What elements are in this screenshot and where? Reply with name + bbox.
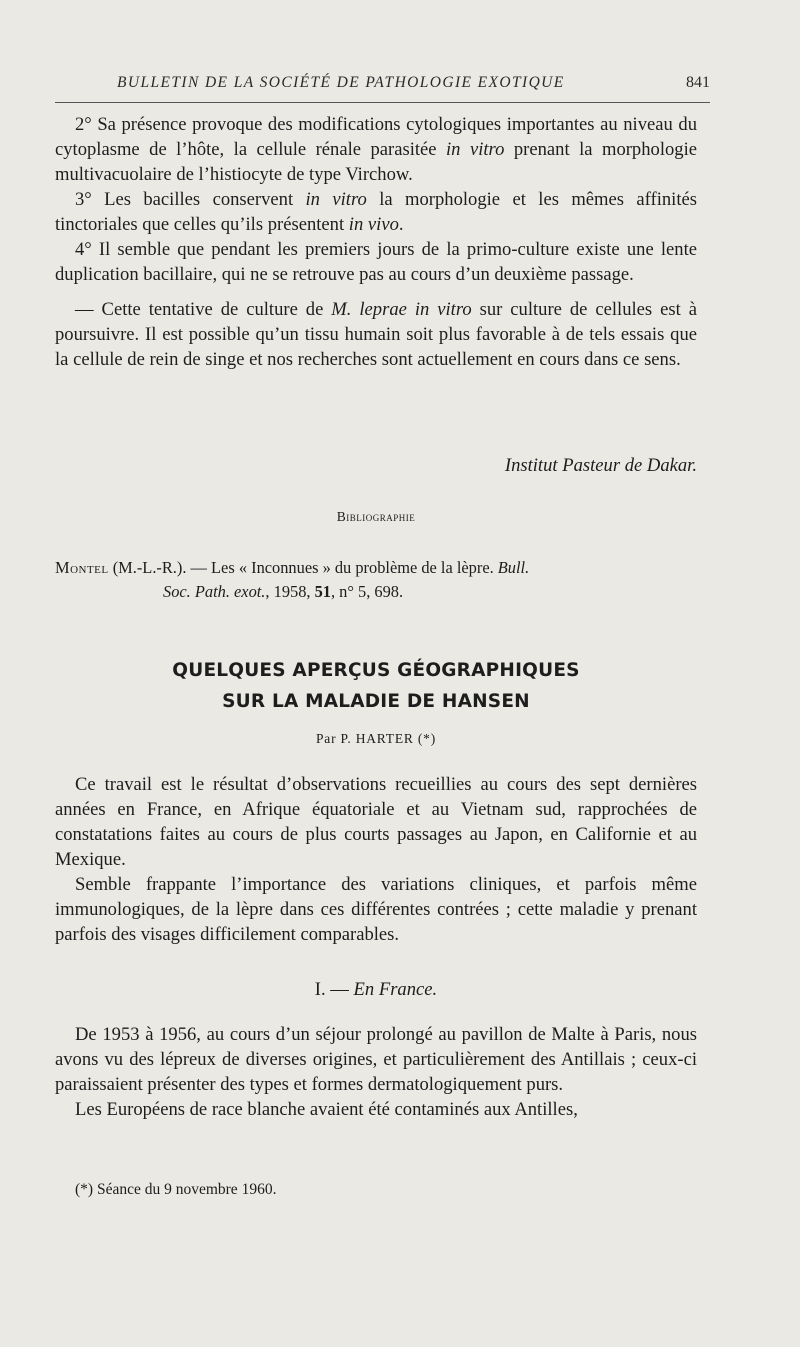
running-header — [55, 72, 710, 103]
bibliography-entry: Montel (M.-L.-R.). — Les « Inconnues » du problème de la lèpre. Bull. Soc. Path. exot., 1958, 51, n° 5, 698. — [55, 558, 530, 601]
intro-paragraph-2: Semble frappante l’importance des variations cliniques, et parfois même immunologiques, de la lèpre dans ces différentes contrées ; cette maladie y prenant parfois des visages difficilement comparables. — [55, 874, 697, 945]
result-paragraph-3: 3° Les bacilles conservent in vitro la morphologie et les mêmes affinités tinctoriales que celles qu’ils présentent in vivo. — [55, 189, 697, 235]
biblio-author: Montel — [55, 558, 109, 577]
institution-signature: Institut Pasteur de Dakar. — [504, 455, 697, 476]
page-number: 841 — [686, 74, 710, 91]
bibliography-heading: Bibliographie — [336, 509, 416, 524]
article-byline: Par P. HARTER (*) — [315, 731, 437, 746]
article-intro — [55, 772, 697, 947]
conclusion-paragraph: — Cette tentative de culture de M. leprae in vitro sur culture de cellules est à poursuivre. Il est possible qu’un tissu humain soit plus favorable à de tels essais que la cellule de rein de singe et nos recherches sont actuellement en cours dans ce sens. — [55, 299, 697, 370]
footnote: (*) Séance du 9 novembre 1960. — [75, 1181, 277, 1198]
article-title: QUELQUES APERÇUS GÉOGRAPHIQUES SUR LA MALADIE DE HANSEN — [172, 660, 580, 712]
section-heading: I. — En France. — [314, 979, 438, 1000]
section-paragraph-1: De 1953 à 1956, au cours d’un séjour prolongé au pavillon de Malte à Paris, nous avons vu des lépreux de diverses origines, et particulièrement des Antillais ; ceux-ci paraissaient présenter des types et formes dermatologiquement purs. — [55, 1024, 697, 1095]
running-title: BULLETIN DE LA SOCIÉTÉ DE PATHOLOGIE EXOTIQUE — [117, 74, 565, 91]
intro-paragraph-1: Ce travail est le résultat d’observations recueillies au cours des sept dernières années en France, en Afrique équatoriale et au Vietnam sud, rapprochées de constatations faites au cours de plus courts passages au Japon, en Californie et au Mexique. — [55, 774, 697, 870]
section-body — [55, 1022, 697, 1122]
result-paragraph-2: 2° Sa présence provoque des modifications cytologiques importantes au niveau du cytoplasme de l’hôte, la cellule rénale parasitée in vitro prenant la morphologie multivacuolaire de l’histiocyte de type Virchow. — [55, 114, 698, 185]
result-paragraph-4: 4° Il semble que pendant les premiers jours de la primo-culture existe une lente duplication bacillaire, qui ne se retrouve pas au cours d’un deuxième passage. — [55, 239, 697, 285]
results-section — [55, 112, 697, 382]
section-paragraph-2: Les Européens de race blanche avaient été contaminés aux Antilles, — [75, 1099, 578, 1120]
